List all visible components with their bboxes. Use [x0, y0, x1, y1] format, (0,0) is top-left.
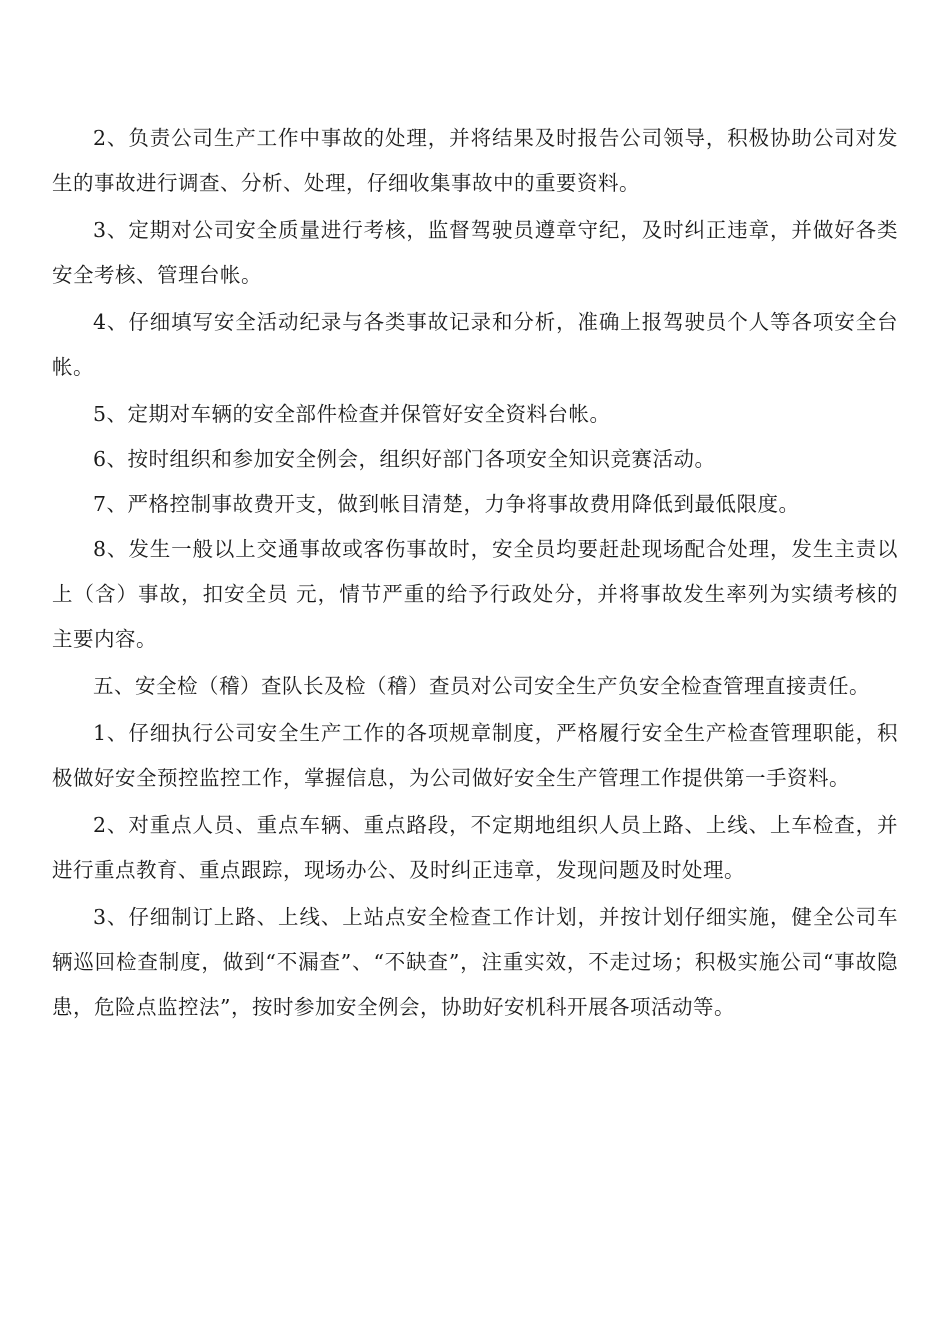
paragraph-duty-8: 8、发生一般以上交通事故或客伤事故时，安全员均要赶赴现场配合处理，发生主责以上（含）事故，扣安全员 元，情节严重的给予行政处分，并将事故发生率列为实绩考核的主要内容。 — [52, 537, 898, 651]
paragraph-inspector-duty-3: 3、仔细制订上路、上线、上站点安全检查工作计划，并按计划仔细实施，健全公司车辆巡回检查制度，做到“不漏查”、“不缺查”，注重实效，不走过场；积极实施公司“事故隐患，危险点监控法”，按时参加安全例会，协助好安机科开展各项活动等。 — [52, 905, 898, 1019]
paragraph-duty-7: 7、严格控制事故费开支，做到帐目清楚，力争将事故费用降低到最低限度。 — [93, 492, 800, 516]
paragraph-inspector-duty-2: 2、对重点人员、重点车辆、重点路段，不定期地组织人员上路、上线、上车检查，并进行重点教育、重点跟踪，现场办公、及时纠正违章，发现问题及时处理。 — [52, 813, 898, 882]
paragraph-duty-2: 2、负责公司生产工作中事故的处理，并将结果及时报告公司领导，积极协助公司对发生的事故进行调查、分析、处理，仔细收集事故中的重要资料。 — [52, 126, 898, 195]
paragraph-inspector-duty-1: 1、仔细执行公司安全生产工作的各项规章制度，严格履行安全生产检查管理职能，积极做好安全预控监控工作，掌握信息，为公司做好安全生产管理工作提供第一手资料。 — [52, 721, 898, 790]
paragraph-duty-3: 3、定期对公司安全质量进行考核，监督驾驶员遵章守纪，及时纠正违章，并做好各类安全考核、管理台帐。 — [52, 218, 898, 287]
document-body — [52, 116, 898, 1032]
paragraph-duty-4: 4、仔细填写安全活动纪录与各类事故记录和分析，准确上报驾驶员个人等各项安全台帐。 — [52, 310, 898, 379]
section-heading-five: 五、安全检（稽）查队长及检（稽）查员对公司安全生产负安全检查管理直接责任。 — [93, 674, 870, 698]
paragraph-duty-6: 6、按时组织和参加安全例会，组织好部门各项安全知识竞赛活动。 — [93, 447, 716, 471]
paragraph-duty-5: 5、定期对车辆的安全部件检查并保管好安全资料台帐。 — [93, 402, 611, 426]
